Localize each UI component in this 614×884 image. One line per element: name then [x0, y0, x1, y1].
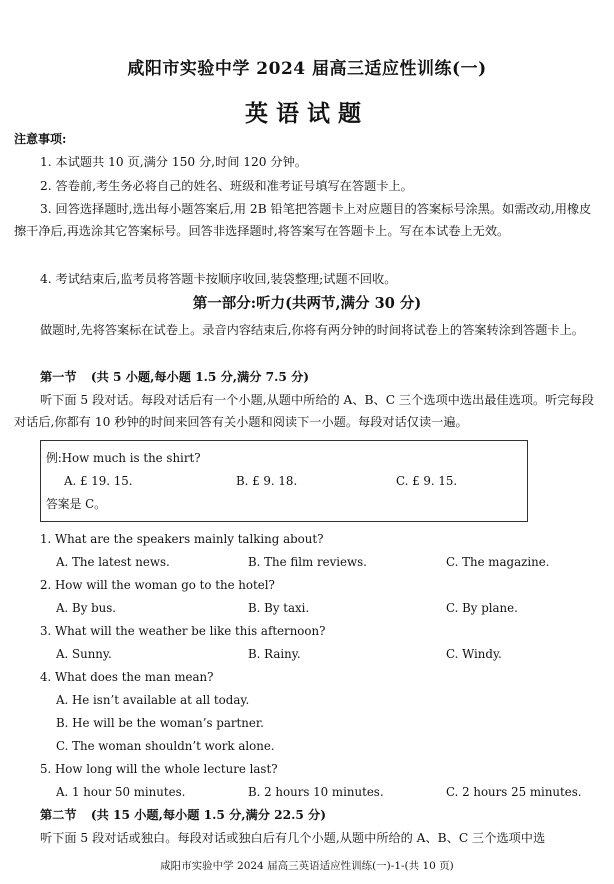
notice-item-1: 1. 本试题共 10 页,满分 150 分,时间 120 分钟。: [40, 155, 307, 169]
question-4: 4. What does the man mean?: [40, 670, 214, 684]
section1-label: 第一节: [40, 370, 77, 384]
example-question: 例:How much is the shirt?: [46, 451, 201, 465]
q4-option-b: B. He will be the woman’s partner.: [56, 716, 264, 730]
example-answer: 答案是 C。: [46, 497, 106, 511]
q5-option-c: C. 2 hours 25 minutes.: [446, 785, 582, 799]
section1-instructions: 听下面 5 段对话。每段对话后有一个小题,从题中所给的 A、B、C 三个选项中选出最佳选项。听完每段对话后,你都有 10 秒钟的时间来回答有关小题和阅读下一小题。每段对话仅读一遍。: [14, 393, 594, 429]
question-2: 2. How will the woman go to the hotel?: [40, 578, 275, 592]
section2-instructions: 听下面 5 段对话或独白。每段对话或独白后有几个小题,从题中所给的 A、B、C 三个选项中选: [40, 831, 546, 845]
exam-subject: 英语试题: [245, 100, 369, 127]
q3-option-c: C. Windy.: [446, 647, 502, 661]
question-3: 3. What will the weather be like this afternoon?: [40, 624, 326, 638]
q4-option-c: C. The woman shouldn’t work alone.: [56, 739, 275, 753]
q2-option-b: B. By taxi.: [248, 601, 310, 615]
example-option-a: A. £ 19. 15.: [64, 474, 133, 488]
section2-label: 第二节: [40, 808, 77, 822]
part1-intro: 做题时,先将答案标在试卷上。录音内容结束后,你将有两分钟的时间将试卷上的答案转涂到答题卡上。: [40, 323, 584, 337]
notice-item-4: 4. 考试结束后,监考员将答题卡按顺序收回,装袋整理;试题不回收。: [40, 272, 397, 286]
question-1: 1. What are the speakers mainly talking about?: [40, 532, 324, 546]
q5-option-b: B. 2 hours 10 minutes.: [248, 785, 384, 799]
notice-item-3: 3. 回答选择题时,选出每小题答案后,用 2B 铅笔把答题卡上对应题目的答案标号涂黑。如需改动,用橡皮擦干净后,再选涂其它答案标号。回答非选择题时,将答案写在答题卡上。写在本试卷上无效。: [14, 202, 592, 238]
q1-option-a: A. The latest news.: [56, 555, 170, 569]
q2-option-c: C. By plane.: [446, 601, 518, 615]
section2-heading: [40, 804, 326, 826]
q5-option-a: A. 1 hour 50 minutes.: [56, 785, 186, 799]
q1-option-c: C. The magazine.: [446, 555, 550, 569]
section1-heading: [40, 366, 309, 388]
exam-title: 咸阳市实验中学 2024 届高三适应性训练(一): [127, 59, 487, 79]
page-footer: 咸阳市实验中学 2024 届高三英语适应性训练(一)-1-(共 10 页): [160, 860, 454, 872]
section2-detail: (共 15 小题,每小题 1.5 分,满分 22.5 分): [90, 808, 327, 822]
q1-option-b: B. The film reviews.: [248, 555, 367, 569]
section1-detail: (共 5 小题,每小题 1.5 分,满分 7.5 分): [90, 370, 310, 384]
question-5: 5. How long will the whole lecture last?: [40, 762, 278, 776]
q3-option-a: A. Sunny.: [56, 647, 112, 661]
example-option-c: C. £ 9. 15.: [396, 474, 458, 488]
example-option-b: B. £ 9. 18.: [236, 474, 298, 488]
q2-option-a: A. By bus.: [56, 601, 117, 615]
q3-option-b: B. Rainy.: [248, 647, 301, 661]
notice-item-2: 2. 答卷前,考生务必将自己的姓名、班级和准考证号填写在答题卡上。: [40, 179, 413, 193]
q4-option-a: A. He isn’t available at all today.: [56, 693, 250, 707]
part1-title: 第一部分:听力(共两节,满分 30 分): [192, 295, 422, 312]
notice-heading: 注意事项:: [14, 132, 67, 146]
